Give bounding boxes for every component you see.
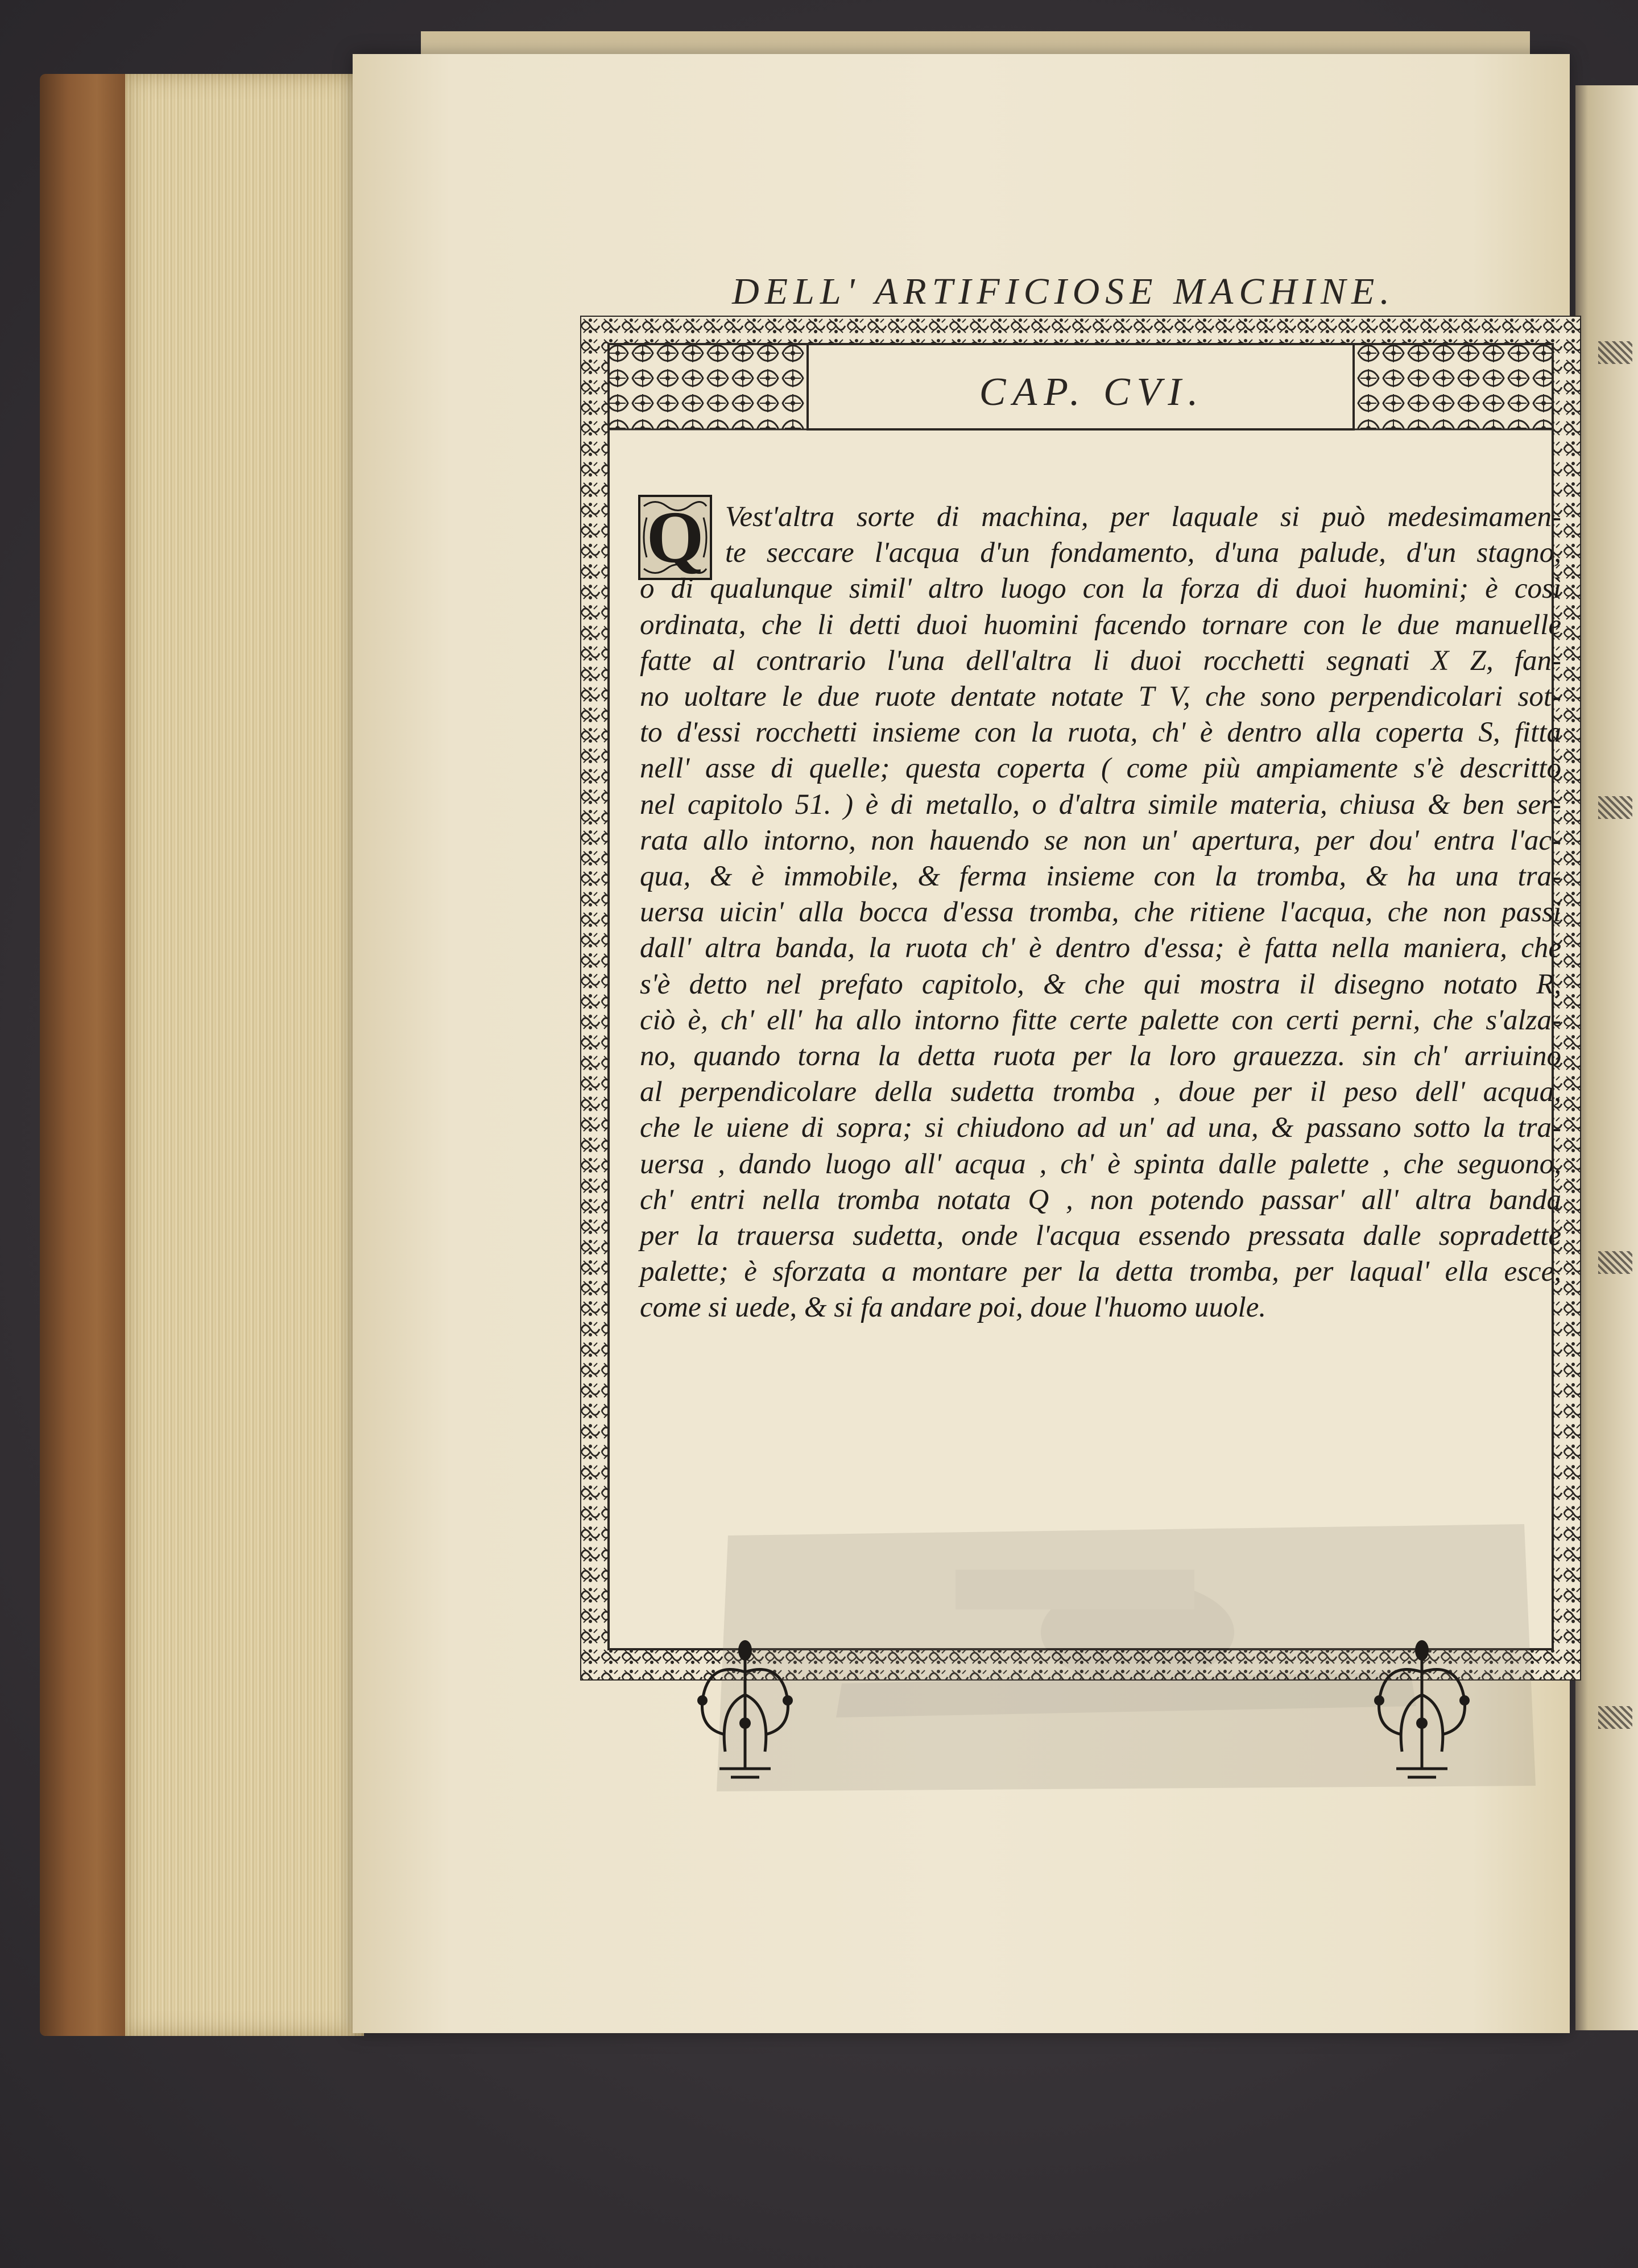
facing-page-border-fragment (1598, 1706, 1632, 1729)
text-line: o di qualunque simil' altro luogo con la forza di duoi huomini; è così (640, 573, 1561, 605)
dropcap-letter: Q (646, 496, 704, 578)
chapter-title: CAP. CVI. (979, 370, 1205, 414)
text-line: al perpendicolare della sudetta tromba , doue per il peso dell' acqua, (640, 1076, 1561, 1108)
text-line: nel capitolo 51. ) è di metallo, o d'altra simile materia, chiusa & ben ser- (640, 788, 1561, 821)
fleuron-left-icon (685, 1638, 805, 1786)
text-line: come si uede, & si fa andare poi, doue l'huomo uuole. (640, 1292, 1267, 1324)
text-line: qua, & è immobile, & ferma insieme con la tromba, & ha una tra- (640, 860, 1561, 893)
text-line: nell' asse di quelle; questa coperta ( come più ampiamente s'è descritto (640, 752, 1561, 785)
body-text (640, 499, 1561, 1326)
text-line: s'è detto nel prefato capitolo, & che qui mostra il disegno notato R, (640, 968, 1561, 1000)
text-line: no uoltare le due ruote dentate notate T V, che sono perpendicolari sot- (640, 681, 1561, 713)
running-head: DELL' ARTIFICIOSE MACHINE. (732, 271, 1395, 312)
text-line: no, quando torna la detta ruota per la loro grauezza. sin ch' arriuino (640, 1040, 1561, 1073)
page-block-edges (125, 74, 364, 2036)
text-line: ordinata, che li detti duoi huomini facendo tornare con le due manuelle (640, 609, 1561, 641)
fleuron-right-icon (1362, 1638, 1482, 1786)
text-line: to d'essi rocchetti insieme con la ruota, ch' è dentro alla coperta S, fitta (640, 717, 1561, 749)
text-line: Vest'altra sorte di machina, per laquale si può medesimamen- (725, 501, 1561, 533)
facing-page-sliver (1575, 85, 1638, 2030)
text-line: rata allo intorno, non hauendo se non un' apertura, per dou' entra l'ac- (640, 824, 1561, 856)
text-line: per la trauersa sudetta, onde l'acqua essendo pressata dalle sopradette (640, 1220, 1561, 1252)
text-line: dall' altra banda, la ruota ch' è dentro d'essa; è fatta nella maniera, che (640, 932, 1561, 965)
facing-page-border-fragment (1598, 1251, 1632, 1274)
text-line: ciò è, ch' ell' ha allo intorno fitte certe palette con certi perni, che s'alza- (640, 1004, 1561, 1036)
text-line: te seccare l'acqua d'un fondamento, d'una palude, d'un stagno, (725, 537, 1561, 569)
text-line: fatte al contrario l'una dell'altra li duoi rocchetti segnati X Z, fan- (640, 644, 1561, 677)
text-line: uersa uicin' alla bocca d'essa tromba, che ritiene l'acqua, che non passi (640, 896, 1561, 929)
facing-page-border-fragment (1598, 341, 1632, 364)
text-line: che le uiene di sopra; si chiudono ad un' ad una, & passano sotto la tra- (640, 1112, 1561, 1144)
text-line: ch' entri nella tromba notata Q , non potendo passar' all' altra banda (640, 1183, 1561, 1216)
text-line: uersa , dando luogo all' acqua , ch' è spinta dalle palette , che seguono, (640, 1148, 1561, 1180)
text-line: palette; è sforzata a montare per la detta tromba, per laqual' ella esce, (640, 1256, 1561, 1288)
facing-page-border-fragment (1598, 796, 1632, 819)
